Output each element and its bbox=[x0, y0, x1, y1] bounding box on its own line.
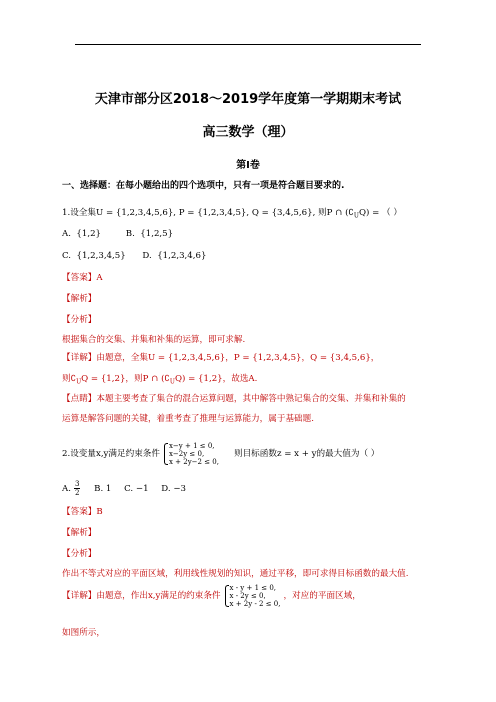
q2-stem: 2.设变量x,y满足约束条件 x−y + 1 ≤ 0, x−2y ≤ 0, x + 2y−2 ≤ 0, 则目标函数z = x + y的最大值为（ ） bbox=[62, 442, 380, 466]
q2-analysis-tag: 【解析】 bbox=[62, 528, 97, 538]
q2-option-b: B. 1 bbox=[94, 483, 112, 494]
q1-detail-line1: 【详解】由题意，全集U = {1,2,3,4,5,6}，P = {1,2,3,4,5}，Q = {3,4,5,6}， bbox=[62, 353, 380, 363]
q1-stem: 1.设全集U = {1,2,3,4,5,6}, P = {1,2,3,4,5}, Q = {3,4,5,6}, 则P ∩ $(∁_UQ)$ = （ ） bbox=[62, 208, 402, 220]
q1-option-c: C. {1,2,3,4,5} bbox=[62, 251, 126, 261]
header-rule bbox=[75, 44, 421, 45]
q2-detail: 【详解】由题意，作出x,y满足的约束条件 x - y + 1 ≤ 0, x - 2y ≤ 0, x + 2y - 2 ≤ 0, ，对应的平面区域， bbox=[62, 584, 361, 608]
q1-fenxi-tag: 【分析】 bbox=[62, 315, 97, 325]
q1-options-ab bbox=[62, 228, 173, 240]
q1-option-a: A. {1,2} bbox=[62, 229, 102, 239]
q1-comment-line2: 运算是解答问题的关键，着重考查了推理与运算能力，属于基础题. bbox=[62, 414, 314, 424]
q1-detail-line2: 则$∁_UQ = \{1,2\}$，则P ∩ $(∁_UQ) = \{1,2\}$，故选A. bbox=[62, 374, 258, 386]
q1-options-cd bbox=[62, 250, 206, 262]
exam-subtitle: 高三数学（理） bbox=[202, 125, 294, 140]
q2-figure-text: 如图所示， bbox=[62, 628, 105, 638]
q2-option-a: A. $\frac{3}{2}$ bbox=[62, 480, 80, 497]
q1-answer: 【答案】A bbox=[62, 273, 103, 283]
part-heading: 第Ⅰ卷 bbox=[236, 160, 260, 171]
q2-fenxi-text: 作出不等式对应的平面区域，利用线性规划的知识，通过平移，即可求得目标函数的最大值. bbox=[62, 569, 409, 579]
q2-fenxi-tag: 【分析】 bbox=[62, 549, 97, 559]
q2-option-c: C. −1 bbox=[124, 483, 149, 494]
q1-fenxi-text: 根据集合的交集、并集和补集的运算，即可求解. bbox=[62, 335, 246, 345]
q1-comment-line1: 【点睛】本题主要考查了集合的混合运算问题，其中解答中熟记集合的交集、并集和补集的 bbox=[62, 394, 406, 404]
q1-analysis-tag: 【解析】 bbox=[62, 294, 97, 304]
q2-detail-constraints: x - y + 1 ≤ 0, x - 2y ≤ 0, x + 2y - 2 ≤ 0, bbox=[224, 584, 281, 608]
q2-options bbox=[62, 480, 186, 497]
q2-answer: 【答案】B bbox=[62, 507, 103, 517]
section-heading: 一、选择题：在每小题给出的四个选项中，只有一项是符合题目要求的. bbox=[62, 181, 345, 191]
exam-title: 天津市部分区2018～2019学年度第一学期期末考试 bbox=[94, 92, 402, 107]
q1-option-d: D. {1,2,3,4,6} bbox=[142, 251, 207, 261]
q1-option-b: B. {1,2,5} bbox=[125, 229, 174, 239]
q2-constraints: x−y + 1 ≤ 0, x−2y ≤ 0, x + 2y−2 ≤ 0, bbox=[163, 442, 219, 466]
q2-option-a-fraction: $\frac{3}{2}$ bbox=[74, 480, 80, 497]
q2-option-d: D. −3 bbox=[161, 483, 186, 494]
